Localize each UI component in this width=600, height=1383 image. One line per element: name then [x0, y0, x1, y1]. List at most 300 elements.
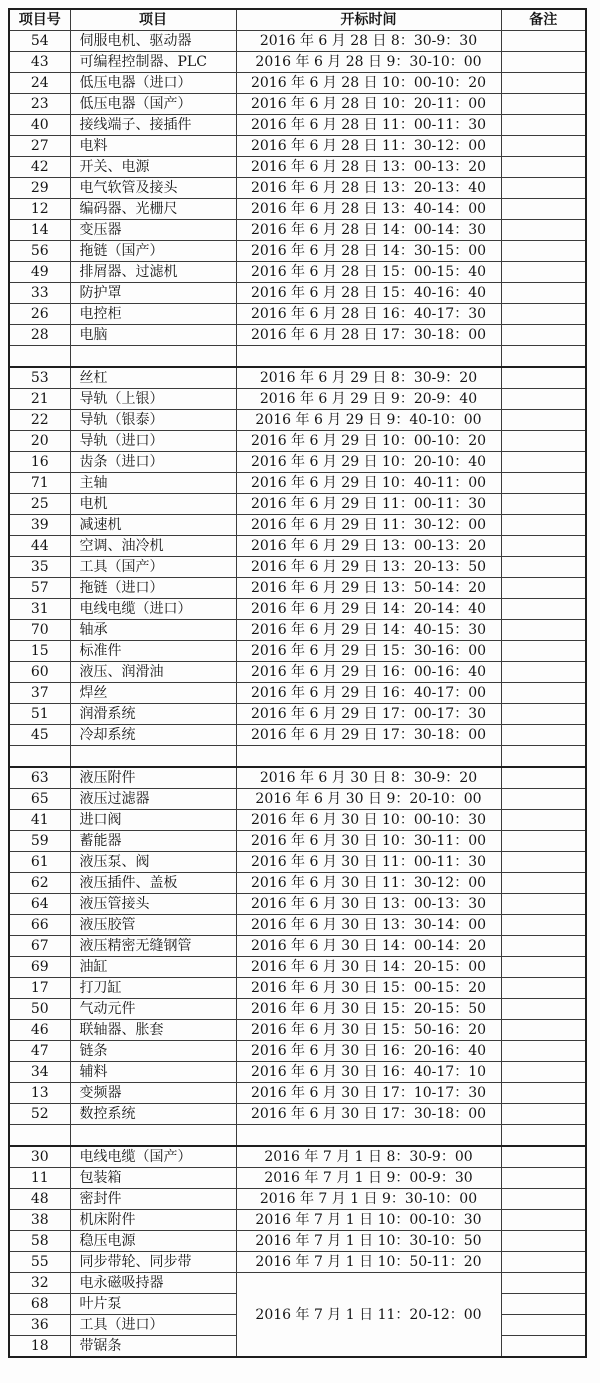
note-cell: [501, 199, 586, 220]
table-row: [9, 704, 586, 725]
note-cell: [501, 410, 586, 431]
note-cell: [501, 767, 586, 789]
table-row: [9, 578, 586, 599]
bid-time-cell: 2016 年 6 月 30 日 16：20-16：40: [236, 1041, 501, 1062]
item-name-cell: 丝杠: [70, 367, 236, 389]
table-row: [9, 1041, 586, 1062]
item-no-cell: 37: [9, 683, 70, 704]
note-cell: [501, 789, 586, 810]
column-header-time: 开标时间: [236, 9, 501, 31]
bid-time-cell: 2016 年 6 月 30 日 17：10-17：30: [236, 1083, 501, 1104]
table-row: [9, 936, 586, 957]
bid-time-cell: 2016 年 6 月 28 日 13：00-13：20: [236, 157, 501, 178]
item-no-cell: 56: [9, 241, 70, 262]
table-row: [9, 1062, 586, 1083]
table-row: [9, 662, 586, 683]
item-no-cell: 49: [9, 262, 70, 283]
separator-row: [9, 746, 586, 768]
item-no-cell: 17: [9, 978, 70, 999]
bid-time-cell: 2016 年 6 月 28 日 14：30-15：00: [236, 241, 501, 262]
note-cell: [501, 431, 586, 452]
table-row: [9, 283, 586, 304]
item-name-cell: 减速机: [70, 515, 236, 536]
table-row: [9, 894, 586, 915]
bid-time-cell: 2016 年 7 月 1 日 9：00-9：30: [236, 1168, 501, 1189]
table-row: [9, 389, 586, 410]
item-name-cell: 导轨（银泰）: [70, 410, 236, 431]
item-no-cell: 51: [9, 704, 70, 725]
table-row: [9, 178, 586, 199]
item-no-cell: 60: [9, 662, 70, 683]
table-row: [9, 431, 586, 452]
item-name-cell: 电控柜: [70, 304, 236, 325]
item-name-cell: 工具（国产）: [70, 557, 236, 578]
table-row: [9, 157, 586, 178]
table-row: [9, 515, 586, 536]
note-cell: [501, 1294, 586, 1315]
item-name-cell: 接线端子、接插件: [70, 115, 236, 136]
bid-time-cell: 2016 年 6 月 28 日 10：20-11：00: [236, 94, 501, 115]
note-cell: [501, 1041, 586, 1062]
note-cell: [501, 620, 586, 641]
item-no-cell: 64: [9, 894, 70, 915]
note-cell: [501, 810, 586, 831]
note-cell: [501, 1146, 586, 1168]
bid-time-cell: 2016 年 7 月 1 日 11：20-12：00: [236, 1273, 501, 1358]
bid-time-cell: 2016 年 6 月 28 日 17：30-18：00: [236, 325, 501, 346]
note-cell: [501, 662, 586, 683]
table-row: [9, 262, 586, 283]
bid-time-cell: 2016 年 6 月 29 日 13：00-13：20: [236, 536, 501, 557]
item-no-cell: 58: [9, 1231, 70, 1252]
bid-schedule-table: [8, 8, 587, 1358]
bid-time-cell: 2016 年 6 月 30 日 11：00-11：30: [236, 852, 501, 873]
table-row: [9, 1231, 586, 1252]
table-row: [9, 410, 586, 431]
item-name-cell: 工具（进口）: [70, 1315, 236, 1336]
bid-time-cell: 2016 年 6 月 28 日 13：20-13：40: [236, 178, 501, 199]
table-row: [9, 978, 586, 999]
item-name-cell: 数控系统: [70, 1104, 236, 1125]
item-no-cell: 32: [9, 1273, 70, 1294]
note-cell: [501, 999, 586, 1020]
bid-time-cell: 2016 年 6 月 30 日 16：40-17：10: [236, 1062, 501, 1083]
table-row: [9, 599, 586, 620]
column-header-note: 备注: [501, 9, 586, 31]
item-name-cell: 液压精密无缝钢管: [70, 936, 236, 957]
bid-time-cell: 2016 年 6 月 29 日 17：30-18：00: [236, 725, 501, 746]
item-name-cell: 叶片泵: [70, 1294, 236, 1315]
note-cell: [501, 557, 586, 578]
note-cell: [501, 389, 586, 410]
item-name-cell: 带锯条: [70, 1336, 236, 1358]
table-row: [9, 115, 586, 136]
item-no-cell: 30: [9, 1146, 70, 1168]
item-name-cell: 包装箱: [70, 1168, 236, 1189]
bid-time-cell: 2016 年 6 月 29 日 9：20-9：40: [236, 389, 501, 410]
item-name-cell: 液压插件、盖板: [70, 873, 236, 894]
bid-time-cell: 2016 年 6 月 30 日 14：20-15：00: [236, 957, 501, 978]
item-no-cell: 69: [9, 957, 70, 978]
item-name-cell: 防护罩: [70, 283, 236, 304]
table-row: [9, 94, 586, 115]
note-cell: [501, 536, 586, 557]
note-cell: [501, 1252, 586, 1273]
table-row: [9, 683, 586, 704]
bid-time-cell: 2016 年 6 月 29 日 13：50-14：20: [236, 578, 501, 599]
item-no-cell: 14: [9, 220, 70, 241]
note-cell: [501, 136, 586, 157]
bid-time-cell: 2016 年 6 月 28 日 13：40-14：00: [236, 199, 501, 220]
bid-time-cell: 2016 年 6 月 28 日 15：00-15：40: [236, 262, 501, 283]
item-no-cell: 11: [9, 1168, 70, 1189]
note-cell: [501, 52, 586, 73]
table-header-row: [9, 9, 586, 31]
table-row: [9, 641, 586, 662]
note-cell: [501, 1104, 586, 1125]
bid-time-cell: 2016 年 6 月 30 日 14：00-14：20: [236, 936, 501, 957]
item-no-cell: 61: [9, 852, 70, 873]
item-no-cell: 53: [9, 367, 70, 389]
item-no-cell: 27: [9, 136, 70, 157]
item-no-cell: 47: [9, 1041, 70, 1062]
bid-time-cell: 2016 年 7 月 1 日 10：00-10：30: [236, 1210, 501, 1231]
item-no-cell: 36: [9, 1315, 70, 1336]
bid-time-cell: 2016 年 6 月 29 日 14：40-15：30: [236, 620, 501, 641]
table-row: [9, 1168, 586, 1189]
item-name-cell: [70, 1125, 236, 1147]
item-no-cell: [9, 746, 70, 768]
item-name-cell: 液压、润滑油: [70, 662, 236, 683]
item-no-cell: 46: [9, 1020, 70, 1041]
table-row: [9, 810, 586, 831]
item-no-cell: [9, 346, 70, 368]
note-cell: [501, 325, 586, 346]
item-no-cell: 66: [9, 915, 70, 936]
note-cell: [501, 1315, 586, 1336]
note-cell: [501, 178, 586, 199]
bid-time-cell: 2016 年 6 月 29 日 17：00-17：30: [236, 704, 501, 725]
item-no-cell: 15: [9, 641, 70, 662]
item-name-cell: 机床附件: [70, 1210, 236, 1231]
note-cell: [501, 1062, 586, 1083]
note-cell: [501, 94, 586, 115]
bid-time-cell: 2016 年 6 月 28 日 9：30-10：00: [236, 52, 501, 73]
note-cell: [501, 452, 586, 473]
bid-time-cell: 2016 年 6 月 29 日 15：30-16：00: [236, 641, 501, 662]
table-row: [9, 494, 586, 515]
table-row: [9, 136, 586, 157]
item-no-cell: 18: [9, 1336, 70, 1358]
item-name-cell: 液压过滤器: [70, 789, 236, 810]
separator-row: [9, 1125, 586, 1147]
table-row: [9, 1252, 586, 1273]
bid-time-cell: 2016 年 6 月 28 日 11：00-11：30: [236, 115, 501, 136]
item-name-cell: 开关、电源: [70, 157, 236, 178]
item-no-cell: 38: [9, 1210, 70, 1231]
item-name-cell: 同步带轮、同步带: [70, 1252, 236, 1273]
note-cell: [501, 1273, 586, 1294]
note-cell: [501, 1210, 586, 1231]
item-name-cell: 主轴: [70, 473, 236, 494]
bid-time-cell: 2016 年 7 月 1 日 8：30-9：00: [236, 1146, 501, 1168]
item-name-cell: 液压附件: [70, 767, 236, 789]
item-name-cell: 变频器: [70, 1083, 236, 1104]
item-no-cell: 21: [9, 389, 70, 410]
table-row: [9, 325, 586, 346]
note-cell: [501, 1189, 586, 1210]
item-name-cell: 排屑器、过滤机: [70, 262, 236, 283]
bid-time-cell: 2016 年 6 月 29 日 9：40-10：00: [236, 410, 501, 431]
item-no-cell: 44: [9, 536, 70, 557]
note-cell: [501, 73, 586, 94]
table-row: [9, 304, 586, 325]
item-no-cell: 52: [9, 1104, 70, 1125]
table-row: [9, 915, 586, 936]
bid-time-cell: 2016 年 6 月 29 日 10：40-11：00: [236, 473, 501, 494]
bid-time-cell: 2016 年 7 月 1 日 9：30-10：00: [236, 1189, 501, 1210]
table-row: [9, 725, 586, 746]
item-name-cell: 蓄能器: [70, 831, 236, 852]
item-name-cell: 伺服电机、驱动器: [70, 31, 236, 52]
column-header-item: 项目: [70, 9, 236, 31]
item-no-cell: 63: [9, 767, 70, 789]
note-cell: [501, 115, 586, 136]
item-name-cell: 变压器: [70, 220, 236, 241]
item-no-cell: 65: [9, 789, 70, 810]
table-row: [9, 452, 586, 473]
note-cell: [501, 346, 586, 368]
bid-time-cell: 2016 年 6 月 29 日 10：00-10：20: [236, 431, 501, 452]
item-no-cell: 26: [9, 304, 70, 325]
note-cell: [501, 873, 586, 894]
item-name-cell: 可编程控制器、PLC: [70, 52, 236, 73]
bid-time-cell: 2016 年 6 月 30 日 9：20-10：00: [236, 789, 501, 810]
item-name-cell: 润滑系统: [70, 704, 236, 725]
item-no-cell: 13: [9, 1083, 70, 1104]
bid-time-cell: 2016 年 6 月 28 日 11：30-12：00: [236, 136, 501, 157]
table-row: [9, 999, 586, 1020]
bid-time-cell: 2016 年 6 月 29 日 14：20-14：40: [236, 599, 501, 620]
note-cell: [501, 31, 586, 52]
item-no-cell: 55: [9, 1252, 70, 1273]
item-name-cell: 电线电缆（进口）: [70, 599, 236, 620]
bid-time-cell: 2016 年 6 月 30 日 15：00-15：20: [236, 978, 501, 999]
item-name-cell: 稳压电源: [70, 1231, 236, 1252]
item-no-cell: 41: [9, 810, 70, 831]
table-row: [9, 1104, 586, 1125]
note-cell: [501, 515, 586, 536]
item-name-cell: 进口阀: [70, 810, 236, 831]
note-cell: [501, 704, 586, 725]
bid-time-cell: 2016 年 7 月 1 日 10：30-10：50: [236, 1231, 501, 1252]
bid-time-cell: 2016 年 6 月 29 日 11：30-12：00: [236, 515, 501, 536]
item-name-cell: 打刀缸: [70, 978, 236, 999]
item-no-cell: 54: [9, 31, 70, 52]
item-no-cell: 71: [9, 473, 70, 494]
note-cell: [501, 852, 586, 873]
note-cell: [501, 157, 586, 178]
item-name-cell: 电机: [70, 494, 236, 515]
bid-time-cell: 2016 年 6 月 30 日 8：30-9：20: [236, 767, 501, 789]
column-header-no: 项目号: [9, 9, 70, 31]
table-row: [9, 789, 586, 810]
item-name-cell: 冷却系统: [70, 725, 236, 746]
bid-time-cell: 2016 年 6 月 29 日 16：00-16：40: [236, 662, 501, 683]
bid-time-cell: 2016 年 6 月 28 日 8：30-9：30: [236, 31, 501, 52]
table-row: [9, 536, 586, 557]
table-row: [9, 1146, 586, 1168]
note-cell: [501, 746, 586, 768]
note-cell: [501, 831, 586, 852]
note-cell: [501, 915, 586, 936]
item-no-cell: 20: [9, 431, 70, 452]
note-cell: [501, 262, 586, 283]
item-name-cell: 低压电器（进口）: [70, 73, 236, 94]
item-no-cell: 42: [9, 157, 70, 178]
table-row: [9, 852, 586, 873]
table-row: [9, 367, 586, 389]
note-cell: [501, 1083, 586, 1104]
table-row: [9, 1210, 586, 1231]
item-name-cell: 轴承: [70, 620, 236, 641]
item-no-cell: 25: [9, 494, 70, 515]
item-name-cell: 液压泵、阀: [70, 852, 236, 873]
bid-time-cell: [236, 746, 501, 768]
note-cell: [501, 894, 586, 915]
item-no-cell: 70: [9, 620, 70, 641]
item-no-cell: 31: [9, 599, 70, 620]
bid-time-cell: 2016 年 6 月 28 日 16：40-17：30: [236, 304, 501, 325]
note-cell: [501, 1336, 586, 1358]
table-row: [9, 199, 586, 220]
separator-row: [9, 346, 586, 368]
note-cell: [501, 473, 586, 494]
bid-time-cell: 2016 年 6 月 30 日 13：00-13：30: [236, 894, 501, 915]
note-cell: [501, 1231, 586, 1252]
bid-time-cell: 2016 年 6 月 29 日 16：40-17：00: [236, 683, 501, 704]
item-name-cell: 电永磁吸持器: [70, 1273, 236, 1294]
bid-time-cell: 2016 年 6 月 30 日 11：30-12：00: [236, 873, 501, 894]
note-cell: [501, 957, 586, 978]
item-no-cell: 68: [9, 1294, 70, 1315]
note-cell: [501, 1020, 586, 1041]
table-row: [9, 31, 586, 52]
note-cell: [501, 241, 586, 262]
note-cell: [501, 304, 586, 325]
bid-time-cell: [236, 1125, 501, 1147]
note-cell: [501, 725, 586, 746]
table-row: [9, 73, 586, 94]
item-name-cell: 焊丝: [70, 683, 236, 704]
item-name-cell: 空调、油冷机: [70, 536, 236, 557]
item-name-cell: 油缸: [70, 957, 236, 978]
item-no-cell: 29: [9, 178, 70, 199]
table-row: [9, 473, 586, 494]
table-row: [9, 831, 586, 852]
bid-time-cell: 2016 年 6 月 29 日 13：20-13：50: [236, 557, 501, 578]
item-name-cell: 拖链（国产）: [70, 241, 236, 262]
item-no-cell: 45: [9, 725, 70, 746]
table-row: [9, 873, 586, 894]
bid-time-cell: 2016 年 6 月 29 日 10：20-10：40: [236, 452, 501, 473]
bid-time-cell: 2016 年 6 月 30 日 13：30-14：00: [236, 915, 501, 936]
table-row: [9, 220, 586, 241]
item-name-cell: 电脑: [70, 325, 236, 346]
item-no-cell: 22: [9, 410, 70, 431]
item-name-cell: 编码器、光栅尺: [70, 199, 236, 220]
item-name-cell: 密封件: [70, 1189, 236, 1210]
bid-time-cell: 2016 年 7 月 1 日 10：50-11：20: [236, 1252, 501, 1273]
bid-time-cell: 2016 年 6 月 30 日 10：00-10：30: [236, 810, 501, 831]
item-name-cell: 低压电器（国产）: [70, 94, 236, 115]
bid-time-cell: 2016 年 6 月 30 日 10：30-11：00: [236, 831, 501, 852]
bid-time-cell: 2016 年 6 月 29 日 8：30-9：20: [236, 367, 501, 389]
table-row: [9, 557, 586, 578]
note-cell: [501, 283, 586, 304]
item-name-cell: 辅料: [70, 1062, 236, 1083]
note-cell: [501, 641, 586, 662]
note-cell: [501, 683, 586, 704]
item-no-cell: 39: [9, 515, 70, 536]
bid-time-cell: 2016 年 6 月 30 日 17：30-18：00: [236, 1104, 501, 1125]
item-no-cell: 40: [9, 115, 70, 136]
table-row: [9, 767, 586, 789]
bid-time-cell: 2016 年 6 月 30 日 15：50-16：20: [236, 1020, 501, 1041]
bid-time-cell: [236, 346, 501, 368]
note-cell: [501, 367, 586, 389]
bid-time-cell: 2016 年 6 月 29 日 11：00-11：30: [236, 494, 501, 515]
item-name-cell: 齿条（进口）: [70, 452, 236, 473]
item-no-cell: 23: [9, 94, 70, 115]
item-name-cell: 电气软管及接头: [70, 178, 236, 199]
item-no-cell: 33: [9, 283, 70, 304]
note-cell: [501, 1125, 586, 1147]
item-no-cell: 12: [9, 199, 70, 220]
item-no-cell: 43: [9, 52, 70, 73]
item-name-cell: 导轨（进口）: [70, 431, 236, 452]
bid-time-cell: 2016 年 6 月 28 日 10：00-10：20: [236, 73, 501, 94]
item-no-cell: 48: [9, 1189, 70, 1210]
note-cell: [501, 1168, 586, 1189]
item-name-cell: 拖链（进口）: [70, 578, 236, 599]
item-no-cell: 50: [9, 999, 70, 1020]
note-cell: [501, 978, 586, 999]
item-name-cell: 液压管接头: [70, 894, 236, 915]
table-row: [9, 52, 586, 73]
note-cell: [501, 220, 586, 241]
item-name-cell: 液压胶管: [70, 915, 236, 936]
bid-time-cell: 2016 年 6 月 28 日 15：40-16：40: [236, 283, 501, 304]
bid-time-cell: 2016 年 6 月 28 日 14：00-14：30: [236, 220, 501, 241]
item-name-cell: 联轴器、胀套: [70, 1020, 236, 1041]
item-no-cell: 16: [9, 452, 70, 473]
note-cell: [501, 936, 586, 957]
item-name-cell: 链条: [70, 1041, 236, 1062]
item-name-cell: 导轨（上银）: [70, 389, 236, 410]
item-name-cell: 标准件: [70, 641, 236, 662]
table-row: [9, 1020, 586, 1041]
item-name-cell: [70, 746, 236, 768]
note-cell: [501, 578, 586, 599]
bid-time-cell: 2016 年 6 月 30 日 15：20-15：50: [236, 999, 501, 1020]
item-no-cell: 28: [9, 325, 70, 346]
item-name-cell: 电线电缆（国产）: [70, 1146, 236, 1168]
item-name-cell: [70, 346, 236, 368]
item-no-cell: 35: [9, 557, 70, 578]
table-row: [9, 957, 586, 978]
item-no-cell: 34: [9, 1062, 70, 1083]
